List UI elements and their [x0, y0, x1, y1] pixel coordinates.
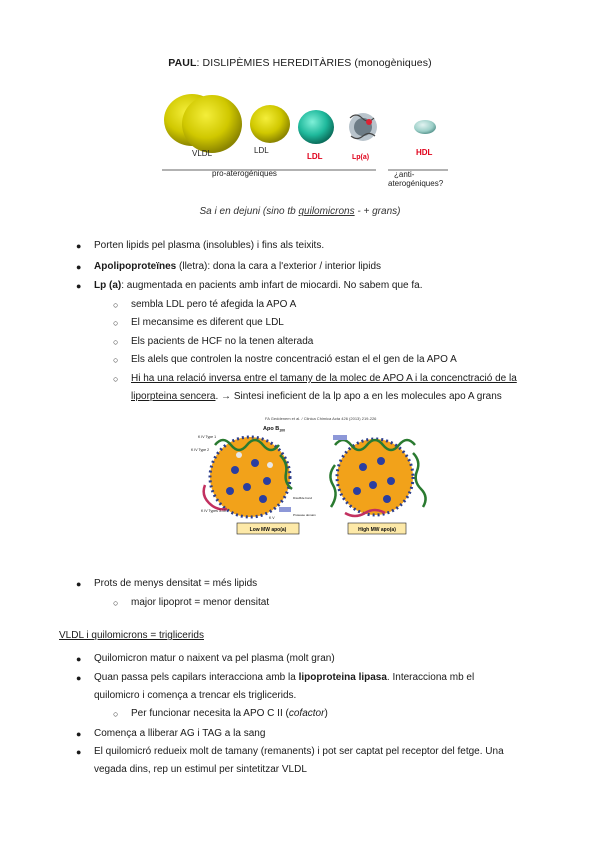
sub-bullet-glyph: ○: [113, 318, 119, 328]
list-item-lipase: Quan passa pels capilars interacciona amb la lipoproteina lipasa. Interacciona mb el: [94, 672, 475, 683]
list-item: El quilomicró redueix molt de tamany (remanents) i pot ser captat pel receptor del fetge. Una: [94, 746, 504, 757]
low-mw-particle: [204, 437, 292, 517]
ldl-yellow-particle: [250, 105, 290, 143]
list-item: Porten lipids pel plasma (insolubles) i fins als teixits.: [94, 240, 325, 251]
sub-list-item: Els alels que controlen la nostre concentració estan el el gen de la APO A: [131, 354, 457, 365]
label-ldl-black: LDL: [254, 146, 269, 155]
page-title: [0, 57, 600, 69]
high-mw-particle: [330, 435, 425, 516]
sub-list-item: El mecansime es diferent que LDL: [131, 317, 284, 328]
sub-bullet-glyph: ○: [113, 374, 119, 384]
sub-list-item: Els pacients de HCF no la tenen alterada: [131, 336, 314, 347]
lipoprotein-size-figure: [150, 92, 450, 192]
high-mw-label: High MW apo(a): [358, 527, 396, 533]
list-item: Quilomicron matur o naixent va pel plasma (molt gran): [94, 653, 335, 664]
sub-list-item: Per funcionar necesita la APO C II (cofactor): [131, 708, 328, 719]
figure-caption: Sa i en dejuni (sino tb quilomicrons - + grans): [199, 206, 401, 217]
bullet-glyph: ●: [76, 262, 82, 272]
list-item: Comença a lliberar AG i TAG a la sang: [94, 728, 266, 739]
sub-list-item: sembla LDL pero té afegida la APO A: [131, 299, 297, 310]
caption-quilomicrons: quilomicrons: [298, 206, 355, 217]
label-pro-aterogeniques: pro-aterogéniques: [212, 169, 277, 178]
kiv-type310-label: K IV Types 3-10: [201, 509, 226, 513]
list-item: Apolipoproteïnes (lletra): dona la cara a l'exterior / interior lipids: [94, 261, 382, 272]
kiv-type2-label: K IV Type 2: [191, 448, 210, 452]
figure-citation: FA Geddenem et al. / Clinica Chimica Acta 426 (2013) 219-226: [265, 416, 377, 421]
sub-list-item-continuation: liporpteina sencera. → Sintesi ineficient de la lp apo a en les molecules apo A grans: [131, 391, 502, 402]
bullet-glyph: ●: [76, 673, 82, 683]
kiv-type1-label: K IV Type 1: [198, 435, 217, 439]
sub-bullet-glyph: ○: [113, 709, 119, 719]
label-hdl: HDL: [416, 148, 433, 157]
kv-label: K V: [269, 516, 275, 520]
label-lpa: Lp(a): [352, 154, 370, 161]
bullet-glyph: ●: [76, 729, 82, 739]
title-bold: PAUL: [168, 57, 197, 69]
sub-bullet-glyph: ○: [113, 300, 119, 310]
protease-label: Protease domain: [293, 513, 316, 517]
sub-list-item: major lipoprot = menor densitat: [131, 597, 270, 608]
list-item: Lp (a): augmentada en pacients amb infart de miocardi. No sabem que fa.: [94, 280, 423, 291]
ldl-teal-particle: [298, 110, 334, 144]
list-item: Prots de menys densitat = més lipids: [94, 578, 258, 589]
list-item-continuation: quilomicro i comença a trencar els triglicerids.: [94, 690, 297, 701]
apo-a-figure: [175, 415, 435, 545]
bullet-glyph: ●: [76, 241, 82, 251]
list-item-continuation: vegada dins, rep un estimul per sintetitzar VLDL: [94, 764, 307, 775]
bullet-list-2: [0, 575, 600, 615]
sub-bullet-glyph: ○: [113, 337, 119, 347]
bullet-list-1: [0, 237, 600, 407]
sub-list-item-inverse-relation: Hi ha una relació inversa entre el tamany de la molec de APO A i la concenctració de la: [131, 373, 517, 384]
label-ldl-red: LDL: [307, 152, 323, 161]
bullet-glyph: ●: [76, 281, 82, 291]
title-rest: : DISLIPÈMIES HEREDITÀRIES (monogèniques): [196, 57, 432, 69]
sub-bullet-glyph: ○: [113, 598, 119, 608]
vldl-particle: [182, 95, 242, 153]
low-mw-label: Low MW apo(a): [249, 527, 287, 533]
apo-b-label: Apo $B_{100}$: [263, 426, 286, 433]
section-heading: VLDL i quilomicrons = triglicerids: [59, 630, 204, 641]
label-vldl: VLDL: [192, 149, 213, 158]
label-anti-aterogeniques: ¿anti- aterogéniques?: [388, 170, 444, 188]
bullet-glyph: ●: [76, 747, 82, 757]
bullet-glyph: ●: [76, 654, 82, 664]
disulfide-label: Disulfide bond: [293, 496, 313, 500]
bullet-glyph: ●: [76, 579, 82, 589]
hdl-particle: [414, 120, 436, 134]
sub-bullet-glyph: ○: [113, 355, 119, 365]
bullet-list-3: [0, 650, 600, 780]
lpa-particle-icon: [349, 113, 377, 141]
